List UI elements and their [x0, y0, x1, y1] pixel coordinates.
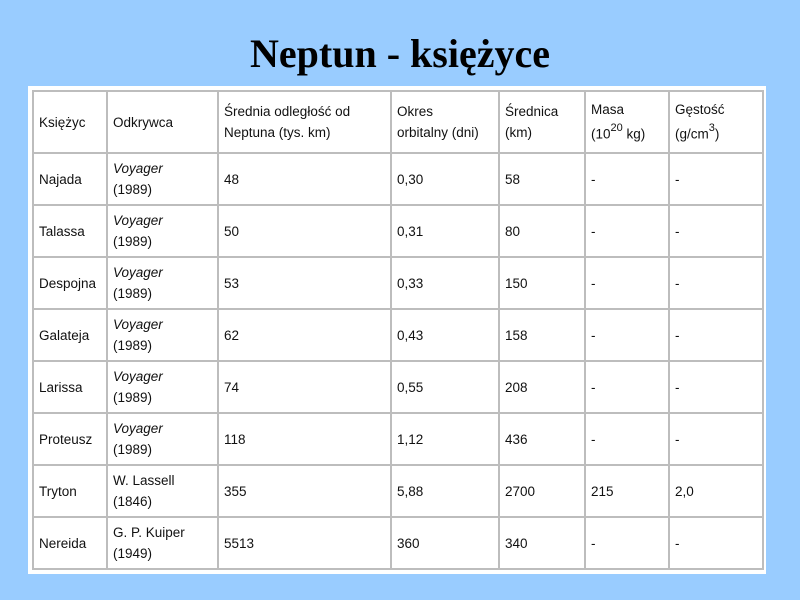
cell-diameter: 208 [499, 361, 585, 413]
cell-density: - [669, 257, 763, 309]
discoverer-name: Voyager [113, 369, 163, 384]
cell-discoverer [107, 309, 218, 361]
cell-distance: 50 [218, 205, 391, 257]
cell-period: 0,30 [391, 153, 499, 205]
discoverer-year: (1846) [113, 494, 153, 509]
table-row [33, 361, 763, 413]
cell-moon: Talassa [33, 205, 107, 257]
discoverer-name: Voyager [113, 421, 163, 436]
discoverer-year: (1949) [113, 546, 153, 561]
cell-moon: Proteusz [33, 413, 107, 465]
cell-mass: - [585, 153, 669, 205]
header-density-pre: (g/cm [675, 126, 709, 142]
discoverer-name: G. P. Kuiper [113, 525, 185, 540]
cell-period: 0,33 [391, 257, 499, 309]
cell-period: 0,31 [391, 205, 499, 257]
header-distance-line1: Średnia odległość od [224, 104, 351, 119]
cell-mass: - [585, 517, 669, 569]
cell-period: 0,43 [391, 309, 499, 361]
cell-density: - [669, 517, 763, 569]
cell-distance: 118 [218, 413, 391, 465]
cell-discoverer [107, 413, 218, 465]
cell-distance: 74 [218, 361, 391, 413]
cell-moon: Najada [33, 153, 107, 205]
moons-table [32, 90, 764, 570]
discoverer-year: (1989) [113, 182, 153, 197]
discoverer-year: (1989) [113, 338, 153, 353]
header-period-line2: orbitalny (dni) [397, 125, 479, 140]
table-frame [28, 86, 766, 574]
discoverer-name: W. Lassell [113, 473, 175, 488]
header-mass-post: kg) [622, 126, 646, 142]
cell-diameter: 58 [499, 153, 585, 205]
cell-density: - [669, 309, 763, 361]
header-diameter [499, 91, 585, 153]
cell-density: - [669, 205, 763, 257]
cell-period: 1,12 [391, 413, 499, 465]
cell-moon: Nereida [33, 517, 107, 569]
cell-diameter: 158 [499, 309, 585, 361]
discoverer-name: Voyager [113, 265, 163, 280]
cell-period: 0,55 [391, 361, 499, 413]
cell-density: 2,0 [669, 465, 763, 517]
cell-discoverer [107, 465, 218, 517]
header-distance-line2: Neptuna (tys. km) [224, 125, 331, 140]
header-density-post: ) [714, 126, 720, 142]
cell-moon: Galateja [33, 309, 107, 361]
table-row [33, 517, 763, 569]
cell-mass: - [585, 413, 669, 465]
header-moon-label: Księżyc [39, 114, 86, 130]
header-mass-line2 [591, 120, 663, 145]
header-density-line2 [675, 120, 757, 145]
table-row [33, 257, 763, 309]
header-density-line1: Gęstość [675, 102, 725, 118]
header-distance [218, 91, 391, 153]
header-diameter-line2: (km) [505, 125, 532, 140]
header-density-exponent: 3 [708, 122, 715, 135]
cell-density: - [669, 153, 763, 205]
cell-diameter: 150 [499, 257, 585, 309]
cell-distance: 5513 [218, 517, 391, 569]
header-period-line1: Okres [397, 104, 434, 119]
header-discoverer [107, 91, 218, 153]
cell-discoverer [107, 257, 218, 309]
header-moon [33, 91, 107, 153]
table-row [33, 465, 763, 517]
table-row [33, 205, 763, 257]
cell-diameter: 80 [499, 205, 585, 257]
discoverer-year: (1989) [113, 390, 153, 405]
cell-discoverer [107, 205, 218, 257]
cell-discoverer [107, 361, 218, 413]
header-density [669, 91, 763, 153]
cell-mass: 215 [585, 465, 669, 517]
table-row [33, 309, 763, 361]
cell-distance: 48 [218, 153, 391, 205]
header-discoverer-label: Odkrywca [113, 114, 174, 130]
header-row [33, 91, 763, 153]
table-row [33, 413, 763, 465]
header-diameter-line1: Średnica [505, 104, 559, 119]
cell-period: 360 [391, 517, 499, 569]
discoverer-year: (1989) [113, 234, 153, 249]
discoverer-name: Voyager [113, 317, 163, 332]
discoverer-name: Voyager [113, 213, 163, 228]
cell-mass: - [585, 257, 669, 309]
discoverer-year: (1989) [113, 442, 153, 457]
table-body [33, 153, 763, 569]
table-row [33, 153, 763, 205]
cell-moon: Larissa [33, 361, 107, 413]
discoverer-year: (1989) [113, 286, 153, 301]
cell-diameter: 2700 [499, 465, 585, 517]
header-mass-exponent: 20 [610, 122, 623, 135]
cell-distance: 355 [218, 465, 391, 517]
header-mass [585, 91, 669, 153]
cell-moon: Tryton [33, 465, 107, 517]
cell-mass: - [585, 205, 669, 257]
header-mass-pre: (10 [591, 126, 611, 142]
header-mass-line1: Masa [591, 102, 625, 118]
cell-diameter: 436 [499, 413, 585, 465]
cell-diameter: 340 [499, 517, 585, 569]
cell-distance: 53 [218, 257, 391, 309]
cell-distance: 62 [218, 309, 391, 361]
cell-density: - [669, 361, 763, 413]
cell-mass: - [585, 309, 669, 361]
discoverer-name: Voyager [113, 161, 163, 176]
cell-period: 5,88 [391, 465, 499, 517]
cell-mass: - [585, 361, 669, 413]
cell-discoverer [107, 517, 218, 569]
page-title: Neptun - księżyce [250, 31, 550, 76]
header-period [391, 91, 499, 153]
cell-density: - [669, 413, 763, 465]
cell-discoverer [107, 153, 218, 205]
cell-moon: Despojna [33, 257, 107, 309]
